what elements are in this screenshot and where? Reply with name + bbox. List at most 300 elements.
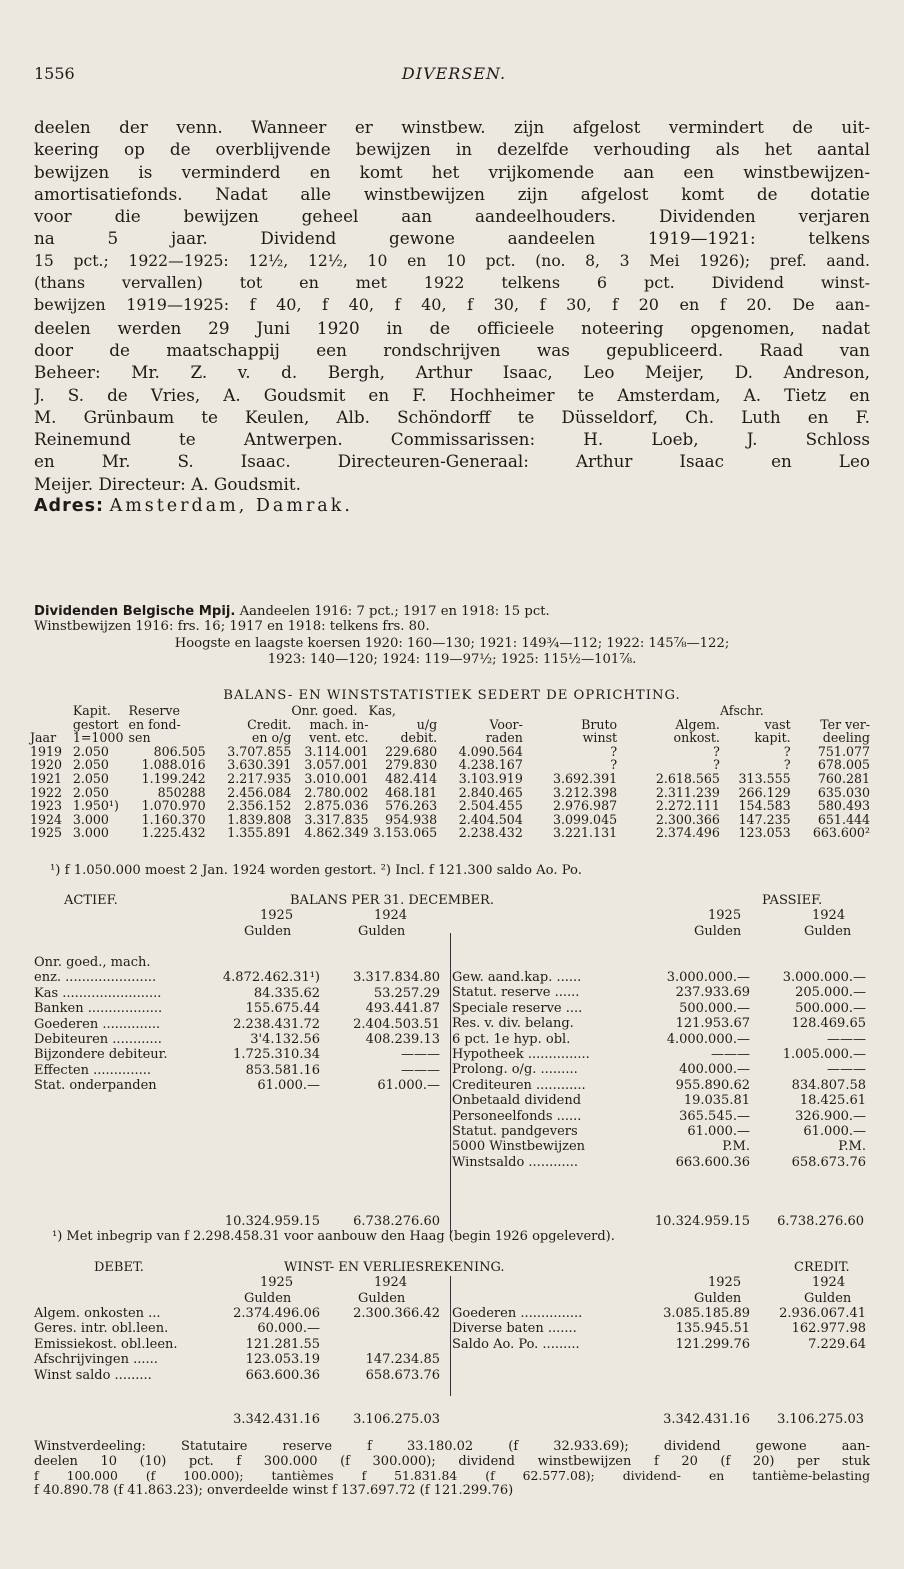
unit-header: Gulden (804, 923, 852, 939)
stats-cell: 2.875.036 (304, 798, 369, 814)
account-label: Winst saldo ......... (34, 1367, 152, 1383)
debit-list (34, 1306, 440, 1383)
asset-row (34, 970, 440, 986)
year-header: 1924 (374, 908, 408, 924)
distribution-line: f 40.890.78 (f 41.863.23); onverdeelde winst f 137.697.72 (f 121.299.76) (34, 1483, 514, 1498)
debit-row (34, 1337, 434, 1352)
dividend-shares-text: Aandeelen 1916: 7 pct.; 1917 en 1918: 15 pct. (239, 604, 550, 619)
credit-row (452, 1337, 870, 1352)
address-line (34, 495, 870, 517)
asset-row (34, 1016, 440, 1032)
stats-header-cell: Kas, (368, 703, 396, 718)
stats-row (30, 813, 870, 827)
amount-1924: ——— (401, 1062, 440, 1078)
amount-1924: ——— (827, 1062, 866, 1078)
account-label: Prolong. o/g. ......... (452, 1062, 578, 1078)
liability-row (452, 1016, 870, 1031)
liability-row (452, 1062, 870, 1077)
unit-header: Gulden (358, 923, 406, 939)
amount-1925: 60.000.— (257, 1321, 320, 1337)
amount-1924: 128.469.65 (791, 1016, 866, 1032)
stats-cell: 1919 (30, 743, 63, 759)
stats-cell: 3.630.391 (227, 757, 292, 773)
stats-cell: 2.050 (72, 743, 109, 759)
liability-row (452, 1155, 870, 1170)
stats-header-cell: Afschr. (719, 703, 764, 718)
stats-cell: 678.005 (817, 757, 870, 773)
stats-title: BALANS- EN WINSTSTATISTIEK SEDERT DE OPRICHTING. (223, 688, 681, 703)
account-label: Diverse baten ....... (452, 1321, 577, 1337)
amount-1925: 121.953.67 (675, 1016, 750, 1032)
price-range-line: 1923: 140—120; 1924: 119—97½; 1925: 115½—101⅞. (267, 651, 637, 667)
balance-sheet (34, 893, 870, 939)
total-value: 3.106.275.03 (353, 1412, 440, 1427)
amount-1924: 2.936.067.41 (779, 1306, 866, 1321)
stats-row (30, 745, 870, 759)
total-value: 6.738.276.60 (353, 1214, 440, 1229)
account-label: Goederen ............... (452, 1306, 583, 1321)
stats-cell: 2.050 (72, 757, 109, 773)
amount-1924: 2.404.503.51 (353, 1016, 440, 1032)
stats-cell: 3.707.855 (227, 743, 292, 759)
liability-row (452, 1001, 870, 1016)
account-label: Afschrijvingen ...... (34, 1352, 158, 1368)
liability-row (452, 1047, 870, 1062)
amount-1924: 61.000.— (377, 1078, 440, 1094)
body-line: bewijzen is verminderd en komt het vrijkomende aan een winstbewijzen- (34, 161, 870, 182)
asset-row (34, 985, 440, 1001)
stats-cell: 2.404.504 (458, 811, 523, 827)
stats-cell: 1922 (30, 784, 63, 800)
stats-cell: 806.505 (153, 743, 206, 759)
stats-header-row (30, 731, 870, 745)
stats-header-row (30, 704, 870, 718)
total-value: 3.342.431.16 (233, 1412, 320, 1427)
liability-row (452, 1093, 870, 1108)
stats-cell: 3.212.398 (553, 784, 618, 800)
account-label: Hypotheek ............... (452, 1046, 590, 1062)
stats-header-cell: en o/g (251, 730, 292, 746)
account-label: Bijzondere debiteur. (34, 1047, 168, 1063)
balance-footnote: ¹) Met inbegrip van f 2.298.458.31 voor aanbouw den Haag (begin 1926 opgeleverd). (52, 1229, 615, 1245)
account-label: enz. ...................... (34, 970, 157, 986)
page-header (34, 64, 874, 88)
account-label: Saldo Ao. Po. ......... (452, 1336, 580, 1352)
stats-cell: 2.217.935 (227, 770, 292, 786)
body-line: 15 pct.; 1922—1925: 12½, 12½, 10 en 10 pct. (no. 8, 3 Mei 1926); pref. aand. (34, 251, 870, 270)
profit-distribution (34, 1440, 870, 1498)
stats-header-cell: vent. etc. (309, 730, 369, 746)
body-line: en Mr. S. Isaac. Directeuren-Generaal: Arthur Isaac en Leo (34, 451, 870, 472)
account-label: Debiteuren ............ (34, 1031, 162, 1047)
stats-header-cell: Onr. goed. (291, 703, 358, 718)
stats-header-cell: Ter ver- (820, 716, 870, 732)
stats-cell: 2.050 (72, 784, 109, 800)
amount-1924: 408.239.13 (365, 1031, 440, 1047)
account-label: 5000 Winstbewijzen (452, 1139, 586, 1155)
stats-cell: 576.263 (385, 798, 438, 814)
amount-1925: 61.000.— (687, 1123, 750, 1139)
stats-cell: 3.317.835 (304, 811, 369, 827)
actief-label: ACTIEF. (64, 893, 118, 908)
liability-row (452, 985, 870, 1000)
stats-cell: 4.238.167 (458, 757, 523, 773)
amount-1925: 853.581.16 (245, 1062, 320, 1078)
year-header: 1925 (260, 1275, 294, 1291)
body-line: keering op de overblijvende bewijzen in dezelfde verhouding als het aantal (34, 139, 870, 160)
stats-cell: 1.070.970 (141, 798, 206, 814)
liability-row (452, 1078, 870, 1093)
amount-1924: 18.425.61 (799, 1093, 866, 1109)
stats-cell: 1.355.891 (227, 825, 292, 841)
stats-header-cell: en fond- (128, 716, 181, 732)
stats-header-cell: raden (485, 730, 523, 746)
amount-1924: 7.229.64 (808, 1336, 866, 1352)
stats-cell: 3.221.131 (553, 825, 618, 841)
amount-1924: 326.900.— (795, 1108, 866, 1124)
dividend-section (34, 604, 870, 667)
stats-cell: 1925 (30, 825, 63, 841)
stats-cell: 751.077 (817, 743, 870, 759)
stats-cell: 3.103.919 (458, 770, 523, 786)
stats-header-cell: debit. (400, 730, 438, 746)
stats-cell: 635.030 (817, 784, 870, 800)
body-line: amortisatiefonds. Nadat alle winstbewijzen zijn afgelost komt de dotatie (34, 183, 870, 204)
amount-1924: 205.000.— (795, 985, 866, 1001)
amount-1924: 162.977.98 (791, 1321, 866, 1337)
company-description (34, 116, 870, 517)
stats-cell: ? (713, 743, 720, 759)
stats-header-cell: kapit. (754, 730, 791, 746)
amount-1924: 3.317.834.80 (353, 970, 440, 986)
stats-row (30, 758, 870, 772)
debit-row (34, 1352, 440, 1368)
liability-row (452, 970, 870, 985)
amount-1925: 4.000.000.— (666, 1031, 750, 1047)
stats-table-wrap (30, 704, 870, 840)
stats-cell: 1920 (30, 757, 63, 773)
stats-footnote: ¹) f 1.050.000 moest 2 Jan. 1924 worden gestort. ²) Incl. f 121.300 saldo Ao. Po. (50, 863, 582, 878)
body-line: J. S. de Vries, A. Goudsmit en F. Hochheimer te Amsterdam, A. Tietz en (34, 384, 870, 405)
account-label: Kas ........................ (34, 985, 162, 1001)
total-value: 3.106.275.03 (777, 1412, 864, 1427)
body-line: door de maatschappij een rondschrijven was gepubliceerd. Raad van (34, 339, 870, 360)
running-title: DIVERSEN. (401, 64, 507, 83)
stats-cell: 2.238.432 (458, 825, 523, 841)
asset-row (34, 1062, 440, 1078)
pnl-totals (34, 1412, 870, 1427)
amount-1924: 500.000.— (795, 1000, 866, 1016)
amount-1924: 61.000.— (803, 1123, 866, 1139)
liability-row (452, 1032, 870, 1047)
body-line: M. Grünbaum te Keulen, Alb. Schöndorff te Düsseldorf, Ch. Luth en F. (34, 406, 870, 427)
year-header: 1925 (708, 908, 742, 924)
body-line: na 5 jaar. Dividend gewone aandeelen 1919—1921: telkens (34, 228, 870, 249)
stats-cell: 229.680 (385, 743, 438, 759)
asset-row (34, 1031, 440, 1047)
amount-1925: 121.299.76 (675, 1336, 750, 1352)
stats-cell: ? (783, 743, 791, 759)
debit-row (34, 1306, 440, 1321)
debit-row (34, 1321, 434, 1336)
stats-cell: 850288 (157, 784, 206, 800)
pnl-title: WINST- EN VERLIESREKENING. (284, 1260, 505, 1275)
amount-1925: 61.000.— (257, 1078, 320, 1094)
amount-1925: 123.053.19 (245, 1352, 320, 1368)
stats-cell: 154.583 (738, 798, 791, 814)
amount-1924: ——— (827, 1031, 866, 1047)
account-label: Emissiekost. obl.leen. (34, 1336, 178, 1352)
total-value: 6.738.276.60 (777, 1214, 864, 1229)
asset-row (34, 1078, 440, 1094)
stats-cell: 3.692.391 (553, 770, 618, 786)
stats-cell: 1.199.242 (141, 770, 206, 786)
account-label: Statut. reserve ...... (452, 985, 580, 1001)
body-line: Reinemund te Antwerpen. Commissarissen: H. Loeb, J. Schloss (34, 429, 870, 450)
asset-row (34, 955, 434, 970)
amount-1925: 955.890.62 (675, 1077, 750, 1093)
stats-cell: 580.493 (817, 798, 870, 814)
stats-header-cell: Voor- (489, 716, 523, 732)
balance-title: BALANS PER 31. DECEMBER. (290, 893, 494, 908)
credit-label: CREDIT. (794, 1260, 850, 1275)
stats-cell: 147.235 (738, 811, 791, 827)
passief-label: PASSIEF. (762, 893, 823, 908)
stats-cell: 2.300.366 (655, 811, 720, 827)
unit-header: Gulden (244, 1290, 292, 1306)
account-label: Personeelfonds ...... (452, 1108, 582, 1124)
amount-1925: 3'4.132.56 (250, 1031, 320, 1047)
price-range-line: Hoogste en laagste koersen 1920: 160—130; 1921: 149¾—112; 1922: 145⅞—122; (174, 636, 730, 652)
stats-header-cell: u/g (416, 716, 438, 732)
stats-cell: ? (610, 743, 618, 759)
body-line: (thans vervallen) tot en met 1922 telkens 6 pct. Dividend winst- (34, 273, 870, 293)
stats-cell: 3.000 (72, 825, 109, 841)
amount-1925: P.M. (722, 1139, 750, 1155)
stats-cell: 3.114.001 (304, 743, 369, 759)
credit-row (452, 1306, 870, 1321)
balance-totals (34, 1214, 870, 1245)
stats-header-cell: onkost. (673, 730, 720, 746)
amount-1924: 658.673.76 (791, 1154, 866, 1170)
stats-cell: 2.456.084 (227, 784, 292, 800)
stats-cell: 482.414 (385, 770, 438, 786)
account-label: Goederen .............. (34, 1016, 161, 1032)
asset-row (34, 1001, 440, 1017)
year-header: 1924 (812, 908, 846, 924)
stats-row (30, 772, 870, 786)
stats-cell: ? (610, 757, 618, 773)
stats-cell: ? (783, 757, 791, 773)
year-header: 1924 (812, 1275, 846, 1291)
stats-cell: 279.830 (385, 757, 438, 773)
stats-cell: 2.976.987 (553, 798, 618, 814)
body-line: Beheer: Mr. Z. v. d. Bergh, Arthur Isaac, Leo Meijer, D. Andreson, (34, 362, 870, 383)
stats-header-cell: Kapit. (72, 703, 111, 718)
distribution-line: Winstverdeeling: Statutaire reserve f 33.180.02 (f 32.933.69); dividend gewone aan- (34, 1440, 870, 1454)
amount-1924: 658.673.76 (365, 1367, 440, 1383)
stats-cell: 1.839.808 (227, 811, 292, 827)
year-header: 1924 (374, 1275, 408, 1291)
stats-cell: 4.090.564 (458, 743, 523, 759)
amount-1924: 53.257.29 (373, 985, 440, 1001)
account-label: Statut. pandgevers (452, 1123, 578, 1139)
account-label: Stat. onderpanden (34, 1078, 157, 1094)
stats-cell: 2.780.002 (304, 784, 369, 800)
stats-cell: 2.618.565 (655, 770, 720, 786)
stats-cell: 1924 (30, 811, 63, 827)
stats-cell: 2.504.455 (458, 798, 523, 814)
stats-cell: 2.840.465 (458, 784, 523, 800)
amount-1925: 3.085.185.89 (663, 1306, 750, 1321)
account-label: Geres. intr. obl.leen. (34, 1321, 169, 1337)
stats-cell: 954.938 (385, 811, 438, 827)
account-label: Crediteuren ............ (452, 1077, 586, 1093)
stats-cell: 2.311.239 (655, 784, 720, 800)
stats-cell: 1921 (30, 770, 63, 786)
account-label: Banken .................. (34, 1001, 163, 1017)
account-label: Gew. aand.kap. ...... (452, 970, 582, 985)
stats-cell: 3.057.001 (304, 757, 369, 773)
stats-row (30, 826, 870, 840)
assets-list (34, 955, 440, 1094)
account-label: Res. v. div. belang. (452, 1016, 574, 1032)
body-line: deelen der venn. Wanneer er winstbew. zijn afgelost vermindert de uit- (34, 117, 870, 137)
liability-row (452, 1109, 870, 1124)
amount-1925: 19.035.81 (683, 1093, 750, 1109)
stats-header-cell: Reserve (128, 703, 180, 718)
amount-1925: 155.675.44 (245, 1001, 320, 1017)
year-header: 1925 (260, 908, 294, 924)
amount-1925: 663.600.36 (245, 1367, 320, 1383)
stats-cell: 3.000 (72, 811, 109, 827)
distribution-line: f 100.000 (f 100.000); tantièmes f 51.831.84 (f 62.577.08); dividend- en tantième-belasting (34, 1469, 870, 1483)
amount-1925: 365.545.— (679, 1108, 750, 1124)
unit-header: Gulden (694, 1290, 742, 1306)
stats-header-cell: winst (582, 730, 618, 746)
amount-1925: 500.000.— (679, 1000, 750, 1016)
stats-header-cell: sen (128, 730, 151, 746)
account-label: Speciale reserve .... (452, 1000, 583, 1016)
unit-header: Gulden (804, 1290, 852, 1306)
body-line: deelen werden 29 Juni 1920 in de officieele noteering opgenomen, nadat (34, 317, 870, 338)
dividend-section-title: Dividenden Belgische Mpij. (34, 604, 236, 619)
dividend-warrants-text: Winstbewijzen 1916: frs. 16; 1917 en 1918: telkens frs. 80. (34, 619, 430, 635)
amount-1925: 1.725.310.34 (233, 1047, 320, 1063)
distribution-line: deelen 10 (10) pct. f 300.000 (f 300.000); dividend winstbewijzen f 20 (f 20) per stuk (34, 1454, 870, 1469)
amount-1925: 400.000.— (679, 1062, 750, 1078)
stats-cell: 3.099.045 (553, 811, 618, 827)
debit-row (34, 1367, 440, 1383)
account-label: Algem. onkosten ... (34, 1306, 161, 1321)
stats-cell: 1.160.370 (141, 811, 206, 827)
liabilities-list (452, 970, 870, 1170)
amount-1924: 2.300.366.42 (353, 1306, 440, 1321)
amount-1925: 663.600.36 (675, 1154, 750, 1170)
stats-header-cell: vast (764, 716, 791, 732)
stats-cell: 2.356.152 (227, 798, 292, 814)
amount-1924: P.M. (838, 1139, 866, 1155)
amount-1925: 3.000.000.— (666, 970, 750, 985)
asset-row (34, 1047, 440, 1063)
stats-cell: 3.153.065 (373, 825, 438, 841)
stats-cell: 2.272.111 (655, 798, 720, 814)
stats-cell: 651.444 (817, 811, 870, 827)
unit-header: Gulden (694, 923, 742, 939)
stats-cell: 123.053 (738, 825, 791, 841)
unit-header: Gulden (244, 923, 292, 939)
stats-header-cell: gestort (72, 716, 119, 732)
stats-cell: 663.600² (812, 825, 870, 841)
amount-1925: 4.872.462.31¹) (222, 970, 320, 986)
body-line: bewijzen 1919—1925: f 40, f 40, f 40, f 30, f 30, f 20 en f 20. De aan- (34, 295, 870, 315)
address-value: Amsterdam, Damrak. (109, 496, 353, 517)
amount-1925: 84.335.62 (253, 985, 320, 1001)
stats-cell: 1.088.016 (141, 757, 206, 773)
body-line: voor die bewijzen geheel aan aandeelhouders. Dividenden verjaren (34, 206, 870, 227)
amount-1925: 2.374.496.06 (233, 1306, 320, 1321)
liability-row (452, 1139, 870, 1154)
body-line: Meijer. Directeur: A. Goudsmit. (34, 473, 301, 494)
amount-1925: ——— (711, 1046, 750, 1062)
total-value: 3.342.431.16 (663, 1412, 750, 1427)
stats-row (30, 799, 870, 813)
amount-1924: 834.807.58 (791, 1077, 866, 1093)
stats-cell: 468.181 (385, 784, 438, 800)
stats-header-cell: mach. in- (309, 716, 369, 732)
amount-1924: 493.441.87 (365, 1001, 440, 1017)
amount-1924: ——— (401, 1047, 440, 1063)
stats-header-cell: Jaar (30, 730, 57, 746)
unit-header: Gulden (358, 1290, 406, 1306)
column-divider (450, 933, 451, 1233)
amount-1925: 2.238.431.72 (233, 1016, 320, 1032)
stats-table (30, 704, 870, 840)
stats-cell: 3.010.001 (304, 770, 369, 786)
stats-cell: 1923 (30, 798, 63, 814)
stats-header-cell: Bruto (581, 716, 618, 732)
stats-cell: ? (713, 757, 720, 773)
account-label: Onr. goed., mach. (34, 955, 151, 970)
stats-header-cell: 1=1000 (72, 730, 124, 746)
stats-header-cell: deeling (822, 730, 870, 746)
credit-list (452, 1306, 870, 1352)
account-label: Onbetaald dividend (452, 1093, 582, 1109)
stats-cell: 4.862.349 (304, 825, 369, 841)
amount-1924: 3.000.000.— (782, 970, 866, 985)
account-label: 6 pct. 1e hyp. obl. (452, 1031, 571, 1047)
stats-cell: 2.374.496 (655, 825, 720, 841)
amount-1925: 121.281.55 (245, 1336, 320, 1352)
stats-header-row (30, 718, 870, 732)
year-header: 1925 (708, 1275, 742, 1291)
stats-header-cell: Algem. (675, 716, 720, 732)
amount-1925: 135.945.51 (675, 1321, 750, 1337)
stats-cell: 760.281 (817, 770, 870, 786)
stats-header-cell: Credit. (247, 716, 292, 732)
stats-cell: 2.050 (72, 770, 109, 786)
account-label: Winstsaldo ............ (452, 1154, 579, 1170)
stats-cell: 1.225.432 (141, 825, 206, 841)
stats-cell: 1.950¹) (72, 798, 119, 814)
account-label: Effecten .............. (34, 1062, 151, 1078)
amount-1924: 147.234.85 (365, 1352, 440, 1368)
column-divider (450, 1276, 451, 1396)
credit-row (452, 1321, 870, 1336)
page-number: 1556 (34, 64, 75, 83)
stats-cell: 313.555 (738, 770, 791, 786)
pnl-header (34, 1260, 870, 1306)
